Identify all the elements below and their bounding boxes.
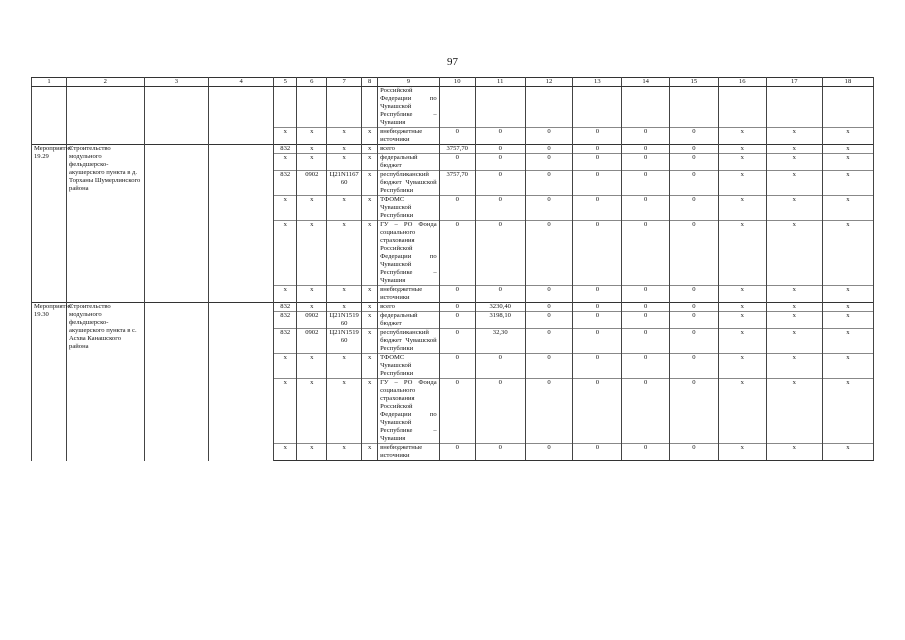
- value-cell: 3757,70: [439, 171, 475, 196]
- value-cell: x: [822, 329, 873, 354]
- funding-source: республиканский бюджет Чувашской Республики: [378, 171, 440, 196]
- value-cell: x: [766, 154, 822, 171]
- column-header-1: 1: [32, 78, 67, 87]
- measure-label: Мероприятие 19.29: [32, 145, 67, 303]
- value-cell: 0: [439, 154, 475, 171]
- code-type: x: [362, 354, 378, 379]
- value-cell: x: [766, 128, 822, 145]
- code-type: x: [362, 379, 378, 444]
- code-target: x: [327, 354, 362, 379]
- funding-source: федеральный бюджет: [378, 154, 440, 171]
- value-cell: 0: [573, 171, 622, 196]
- value-cell: 0: [573, 354, 622, 379]
- table-row: [32, 87, 874, 128]
- value-cell: 0: [622, 154, 670, 171]
- value-cell: x: [766, 329, 822, 354]
- code-type: x: [362, 154, 378, 171]
- value-cell: x: [766, 145, 822, 154]
- value-cell: x: [718, 329, 766, 354]
- empty-cell: [209, 87, 274, 145]
- funding-source: внебюджетные источники: [378, 444, 440, 461]
- value-cell: x: [718, 171, 766, 196]
- value-cell: 0: [525, 154, 573, 171]
- value-cell: x: [718, 354, 766, 379]
- value-cell: [525, 87, 573, 128]
- value-cell: x: [822, 145, 873, 154]
- value-cell: 0: [573, 444, 622, 461]
- value-cell: x: [718, 128, 766, 145]
- column-header-6: 6: [297, 78, 327, 87]
- value-cell: 0: [622, 303, 670, 312]
- page-number: 97: [447, 56, 458, 68]
- code-target: Ц21N1167 60: [327, 171, 362, 196]
- value-cell: 0: [525, 221, 573, 286]
- code-section: 0902: [297, 171, 327, 196]
- code-grbs: x: [274, 128, 297, 145]
- column-header-10: 10: [439, 78, 475, 87]
- value-cell: 0: [525, 354, 573, 379]
- measure-label: [32, 87, 67, 145]
- value-cell: x: [766, 171, 822, 196]
- code-type: x: [362, 444, 378, 461]
- column-header-8: 8: [362, 78, 378, 87]
- code-type: x: [362, 196, 378, 221]
- value-cell: x: [822, 354, 873, 379]
- value-cell: 0: [573, 286, 622, 303]
- value-cell: 0: [670, 128, 719, 145]
- measure-label: Мероприятие 19.30: [32, 303, 67, 461]
- value-cell: x: [718, 312, 766, 329]
- code-grbs: 832: [274, 329, 297, 354]
- code-section: x: [297, 354, 327, 379]
- value-cell: 0: [475, 444, 525, 461]
- value-cell: x: [822, 286, 873, 303]
- value-cell: 3757,70: [439, 145, 475, 154]
- code-type: x: [362, 303, 378, 312]
- code-section: x: [297, 196, 327, 221]
- value-cell: 0: [670, 221, 719, 286]
- funding-source: Российской Федерации по Чувашской Республике – Чувашия: [378, 87, 440, 128]
- value-cell: 0: [622, 171, 670, 196]
- value-cell: x: [766, 303, 822, 312]
- value-cell: 0: [622, 329, 670, 354]
- value-cell: x: [766, 221, 822, 286]
- code-grbs: x: [274, 286, 297, 303]
- code-type: x: [362, 286, 378, 303]
- code-target: x: [327, 286, 362, 303]
- value-cell: 0: [573, 196, 622, 221]
- code-type: [362, 87, 378, 128]
- value-cell: 0: [670, 354, 719, 379]
- code-section: 0902: [297, 312, 327, 329]
- code-target: [327, 87, 362, 128]
- value-cell: [439, 87, 475, 128]
- value-cell: 0: [525, 196, 573, 221]
- value-cell: 0: [622, 221, 670, 286]
- value-cell: 0: [439, 354, 475, 379]
- code-target: x: [327, 128, 362, 145]
- value-cell: x: [822, 312, 873, 329]
- value-cell: [573, 87, 622, 128]
- value-cell: x: [822, 128, 873, 145]
- column-header-9: 9: [378, 78, 440, 87]
- value-cell: [766, 87, 822, 128]
- code-type: x: [362, 329, 378, 354]
- funding-source: внебюджетные источники: [378, 286, 440, 303]
- funding-source: ГУ – РО Фонда социального страхования Российской Федерации по Чувашской Республике – Чувашия: [378, 379, 440, 444]
- value-cell: 0: [670, 329, 719, 354]
- value-cell: 0: [475, 379, 525, 444]
- value-cell: 0: [525, 312, 573, 329]
- measure-title: Строительство модульного фельдшерско-акушерского пункта в д. Торханы Шумерлинского района: [67, 145, 145, 303]
- value-cell: 0: [475, 128, 525, 145]
- value-cell: 0: [525, 145, 573, 154]
- code-section: x: [297, 379, 327, 444]
- value-cell: [822, 87, 873, 128]
- empty-cell: [209, 303, 274, 461]
- value-cell: x: [718, 444, 766, 461]
- value-cell: 0: [573, 154, 622, 171]
- value-cell: 0: [622, 312, 670, 329]
- value-cell: x: [766, 286, 822, 303]
- table-row: [32, 145, 874, 154]
- code-type: x: [362, 221, 378, 286]
- funding-source: федеральный бюджет: [378, 312, 440, 329]
- value-cell: 3230,40: [475, 303, 525, 312]
- column-number-row: [32, 78, 874, 87]
- value-cell: 0: [670, 312, 719, 329]
- column-header-12: 12: [525, 78, 573, 87]
- code-grbs: x: [274, 196, 297, 221]
- value-cell: 0: [573, 329, 622, 354]
- value-cell: 0: [573, 221, 622, 286]
- code-target: x: [327, 145, 362, 154]
- code-section: x: [297, 444, 327, 461]
- value-cell: 0: [622, 128, 670, 145]
- value-cell: 0: [439, 196, 475, 221]
- funding-source: всего: [378, 303, 440, 312]
- code-target: x: [327, 379, 362, 444]
- value-cell: 0: [475, 196, 525, 221]
- column-header-7: 7: [327, 78, 362, 87]
- measure-title: Строительство модульного фельдшерско-акушерского пункта в с. Асхва Канашского района: [67, 303, 145, 461]
- value-cell: 0: [525, 444, 573, 461]
- value-cell: x: [822, 379, 873, 444]
- value-cell: x: [718, 145, 766, 154]
- code-target: x: [327, 303, 362, 312]
- value-cell: x: [766, 354, 822, 379]
- value-cell: 0: [573, 145, 622, 154]
- value-cell: 0: [475, 286, 525, 303]
- code-target: Ц21N1519 60: [327, 312, 362, 329]
- funding-source: всего: [378, 145, 440, 154]
- code-target: x: [327, 444, 362, 461]
- value-cell: 0: [670, 196, 719, 221]
- value-cell: x: [718, 379, 766, 444]
- value-cell: 0: [525, 303, 573, 312]
- code-section: x: [297, 145, 327, 154]
- value-cell: x: [766, 379, 822, 444]
- value-cell: x: [766, 312, 822, 329]
- value-cell: 0: [670, 444, 719, 461]
- value-cell: 0: [670, 171, 719, 196]
- code-grbs: x: [274, 221, 297, 286]
- code-type: x: [362, 171, 378, 196]
- value-cell: 0: [573, 303, 622, 312]
- value-cell: 0: [439, 379, 475, 444]
- value-cell: 0: [573, 312, 622, 329]
- value-cell: 0: [475, 171, 525, 196]
- financing-table: [31, 77, 874, 461]
- value-cell: x: [822, 221, 873, 286]
- code-grbs: 832: [274, 145, 297, 154]
- funding-source: ТФОМС Чувашской Республики: [378, 196, 440, 221]
- value-cell: x: [718, 286, 766, 303]
- value-cell: 0: [439, 444, 475, 461]
- value-cell: 3198,10: [475, 312, 525, 329]
- value-cell: x: [766, 444, 822, 461]
- value-cell: 0: [670, 145, 719, 154]
- code-section: x: [297, 154, 327, 171]
- value-cell: x: [766, 196, 822, 221]
- code-grbs: x: [274, 154, 297, 171]
- code-section: x: [297, 303, 327, 312]
- value-cell: 0: [475, 354, 525, 379]
- measure-title: [67, 87, 145, 145]
- value-cell: 0: [475, 154, 525, 171]
- code-target: x: [327, 221, 362, 286]
- value-cell: 0: [439, 221, 475, 286]
- column-header-2: 2: [67, 78, 145, 87]
- code-grbs: 832: [274, 303, 297, 312]
- value-cell: 0: [439, 286, 475, 303]
- empty-cell: [144, 87, 209, 145]
- code-grbs: 832: [274, 312, 297, 329]
- value-cell: x: [822, 154, 873, 171]
- value-cell: 0: [622, 145, 670, 154]
- value-cell: [718, 87, 766, 128]
- code-grbs: [274, 87, 297, 128]
- column-header-17: 17: [766, 78, 822, 87]
- code-type: x: [362, 312, 378, 329]
- code-section: x: [297, 221, 327, 286]
- value-cell: x: [718, 221, 766, 286]
- value-cell: x: [718, 154, 766, 171]
- value-cell: x: [822, 171, 873, 196]
- empty-cell: [144, 303, 209, 461]
- value-cell: 0: [439, 128, 475, 145]
- code-section: x: [297, 128, 327, 145]
- value-cell: x: [718, 196, 766, 221]
- value-cell: 0: [622, 444, 670, 461]
- value-cell: 0: [670, 286, 719, 303]
- value-cell: 0: [475, 221, 525, 286]
- column-header-3: 3: [144, 78, 209, 87]
- value-cell: 0: [475, 145, 525, 154]
- value-cell: 0: [573, 379, 622, 444]
- value-cell: x: [822, 444, 873, 461]
- column-header-18: 18: [822, 78, 873, 87]
- value-cell: 0: [622, 196, 670, 221]
- empty-cell: [209, 145, 274, 303]
- code-type: x: [362, 145, 378, 154]
- value-cell: [670, 87, 719, 128]
- value-cell: x: [822, 303, 873, 312]
- value-cell: [622, 87, 670, 128]
- value-cell: 0: [670, 379, 719, 444]
- code-grbs: x: [274, 379, 297, 444]
- value-cell: 0: [525, 329, 573, 354]
- funding-source: ТФОМС Чувашской Республики: [378, 354, 440, 379]
- value-cell: 0: [525, 379, 573, 444]
- code-section: [297, 87, 327, 128]
- code-grbs: x: [274, 444, 297, 461]
- column-header-15: 15: [670, 78, 719, 87]
- value-cell: 0: [622, 286, 670, 303]
- funding-source: ГУ – РО Фонда социального страхования Российской Федерации по Чувашской Республике – Чувашия: [378, 221, 440, 286]
- value-cell: 0: [622, 379, 670, 444]
- code-target: x: [327, 196, 362, 221]
- column-header-5: 5: [274, 78, 297, 87]
- column-header-4: 4: [209, 78, 274, 87]
- code-section: x: [297, 286, 327, 303]
- value-cell: 0: [573, 128, 622, 145]
- value-cell: 0: [439, 303, 475, 312]
- funding-source: республиканский бюджет Чувашской Республики: [378, 329, 440, 354]
- code-grbs: x: [274, 354, 297, 379]
- column-header-16: 16: [718, 78, 766, 87]
- value-cell: x: [718, 303, 766, 312]
- code-target: x: [327, 154, 362, 171]
- funding-source: внебюджетные источники: [378, 128, 440, 145]
- value-cell: 32,30: [475, 329, 525, 354]
- code-section: 0902: [297, 329, 327, 354]
- value-cell: 0: [670, 154, 719, 171]
- code-grbs: 832: [274, 171, 297, 196]
- value-cell: 0: [670, 303, 719, 312]
- value-cell: 0: [439, 329, 475, 354]
- column-header-13: 13: [573, 78, 622, 87]
- column-header-14: 14: [622, 78, 670, 87]
- code-type: x: [362, 128, 378, 145]
- value-cell: x: [822, 196, 873, 221]
- empty-cell: [144, 145, 209, 303]
- value-cell: 0: [439, 312, 475, 329]
- value-cell: 0: [525, 286, 573, 303]
- value-cell: 0: [525, 128, 573, 145]
- value-cell: 0: [525, 171, 573, 196]
- value-cell: [475, 87, 525, 128]
- value-cell: 0: [622, 354, 670, 379]
- code-target: Ц21N1519 60: [327, 329, 362, 354]
- table-row: [32, 303, 874, 312]
- column-header-11: 11: [475, 78, 525, 87]
